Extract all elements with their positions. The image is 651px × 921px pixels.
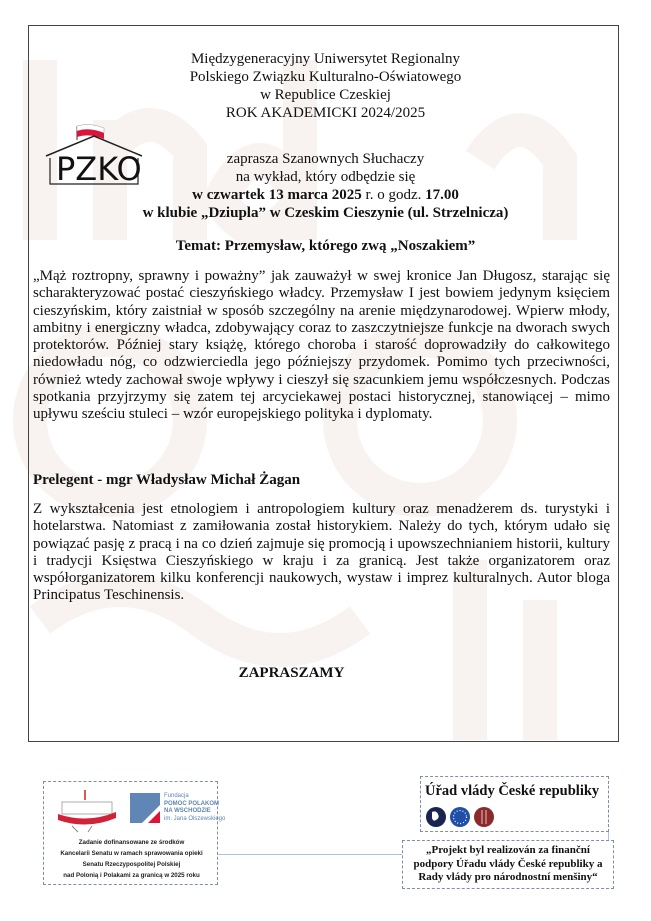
lecture-description: „Mąż roztropny, sprawny i poważny” jak zauważył w swej kronice Jan Długosz, starając się scharakteryzować postać cieszyńskiego władcy. Przemysław I jest bowiem jedynym księciem cieszyńskim, który zaistniał w sposób szczególny na arenie międzynarodowej. Wpierw młody, ambitny i energiczny władca, zdobywający coraz to zaszczytniejsze funkcje na dworach swych protektorów. Później stary książę, którego choroba i starość doprowadziły do całkowitego niedowładu nóg, co odzwierciedla jego późniejszy przydomek. Pomimo tych przeciwności, również wtedy zachował swoje wpływy i cieszył się szacunkiem jemu współczesnych. Podczas spotkania przyjrzymy się zatem tej arcyciekawej postaci historycznej, stanowiącej – mimo upływu sześciu stuleci – wzór europejskiego polityka i dyplomaty. — [33, 268, 610, 423]
funding-line: Kancelarii Senatu w ramach sprawowania opieki — [60, 850, 203, 857]
fundacja-line: POMOC POLAKOM — [164, 800, 219, 807]
event-place: w klubie „Dziupla” w Czeskim Cieszynie (ul. Strzelnicza) — [142, 205, 509, 221]
funding-statement-pl — [44, 837, 219, 881]
sponsor-box-polish — [43, 781, 226, 885]
fundacja-logo — [130, 793, 160, 823]
funding-line: Zadanie dofinansowane ze środków — [78, 839, 185, 846]
footer-connector — [218, 854, 404, 855]
academic-year: ROK AKADEMICKI 2024/2025 — [225, 105, 426, 121]
invitation — [0, 150, 651, 222]
lecture-topic: Temat: Przemysław, którego zwą „Noszakiem” — [175, 238, 476, 254]
funding-statement-cz: „Projekt byl realizován za finanční podpory Úřadu vlády České republiky a Rady vlády pro národnostní menšiny“ — [413, 844, 603, 883]
svg-text:PZKO: PZKO — [56, 150, 142, 186]
fundacja-name — [164, 793, 225, 823]
funding-line: Senatu Rzeczypospolitej Polskiej — [82, 861, 181, 868]
czech-government-title: Úřad vlády České republiky — [425, 783, 600, 799]
czech-emblems — [425, 806, 495, 828]
header-line: Polskiego Związku Kulturalno-Oświatowego — [189, 69, 462, 85]
header-line: Międzygeneracyjny Uniwersytet Regionalny — [190, 51, 461, 67]
fundacja-line: NA WSCHODZIE — [164, 808, 211, 814]
funding-statement-cz-box — [402, 840, 614, 889]
fundacja-line: im. Jana Olszewskiego — [164, 815, 226, 822]
content-flow — [33, 268, 610, 682]
sponsor-box-czech — [420, 776, 609, 832]
date-connector: r. o godz. — [361, 187, 426, 203]
invite-line: zaprasza Szanownych Słuchaczy — [226, 151, 425, 167]
closing-invite: ZAPRASZAMY — [238, 664, 345, 681]
funding-line: nad Polonią i Polakami za granicą w 2025 roku — [63, 872, 200, 879]
invite-line: na wykład, który odbędzie się — [235, 169, 416, 185]
event-time: 17.00 — [425, 187, 459, 203]
header-line: w Republice Czeskiej — [260, 87, 391, 103]
senate-logo — [52, 788, 122, 834]
speaker-bio: Z wykształcenia jest etnologiem i antropologiem kultury oraz menadżerem ds. turystyki i hotelarstwa. Natomiast z zamiłowania został historykiem. Należy do tych, którym udało się powiązać pasję z pracą i na co dzień zajmuje się promocją i upowszechnianiem historii, kultury i tradycji Księstwa Cieszyńskiego w kraju i za granicą. Jest także organizatorem oraz współorganizatorem kilku konferencji naukowych, wystaw i imprez kulturalnych. Autor bloga Principatus Teschinensis. — [33, 500, 610, 604]
organizer-header — [0, 50, 651, 122]
event-date: w czwartek 13 marca 2025 — [192, 187, 362, 203]
council-emblem-icon — [474, 807, 494, 827]
fundacja-line: Fundacja — [164, 793, 189, 799]
event-datetime — [0, 186, 651, 204]
speaker-heading: Prelegent - mgr Władysław Michał Żagan — [33, 471, 301, 488]
